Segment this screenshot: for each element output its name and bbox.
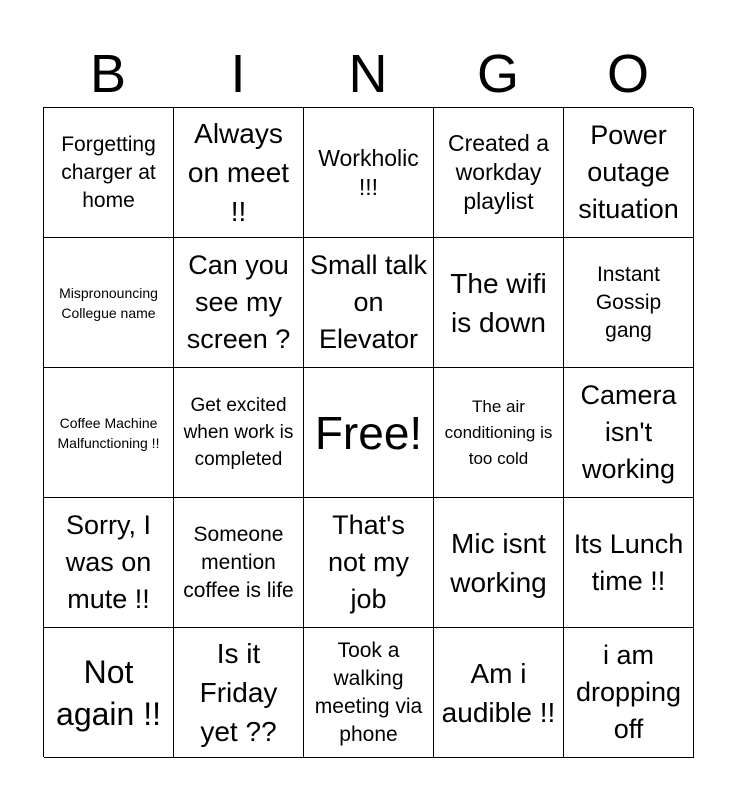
bingo-cell[interactable]	[174, 368, 304, 498]
bingo-cell[interactable]	[564, 108, 694, 238]
bingo-cell[interactable]	[434, 108, 564, 238]
header-letter-g: G	[476, 44, 519, 104]
cell-text: Mic isnt working	[450, 527, 547, 598]
cell-text: Am i audible !!	[441, 657, 556, 728]
bingo-cell[interactable]	[174, 238, 304, 368]
free-space-label: Free!	[314, 406, 423, 459]
bingo-cell[interactable]	[434, 238, 564, 368]
header-letter-b: B	[89, 44, 127, 104]
cell-text: The wifi is down	[450, 267, 547, 338]
cell-text: Created a workday playlist	[447, 130, 549, 214]
cell-text: Workholic !!!	[318, 144, 419, 200]
bingo-cell[interactable]	[44, 628, 174, 758]
cell-text: The air conditioning is too cold	[444, 396, 553, 468]
cell-text: Can you see my screen ?	[186, 250, 291, 354]
cell-text: Not again !!	[56, 653, 161, 732]
cell-text: Coffee Machine Malfunctioning !!	[57, 414, 160, 451]
bingo-cell[interactable]	[304, 368, 434, 498]
bingo-cell[interactable]	[434, 628, 564, 758]
cell-text: Its Lunch time !!	[573, 528, 684, 596]
bingo-cell[interactable]	[304, 238, 434, 368]
cell-text: Get excited when work is completed	[183, 395, 294, 470]
cell-text: i am dropping off	[575, 640, 682, 744]
bingo-header	[43, 40, 693, 108]
cell-text: Someone mention coffee is life	[183, 522, 294, 602]
bingo-cell[interactable]	[174, 108, 304, 238]
cell-text: Took a walking meeting via phone	[314, 638, 423, 746]
bingo-cell[interactable]	[304, 628, 434, 758]
bingo-cell[interactable]	[304, 108, 434, 238]
bingo-grid	[43, 107, 693, 757]
cell-text: Instant Gossip gang	[595, 262, 662, 342]
header-letter-o: O	[606, 44, 649, 104]
header-letter-i: I	[230, 44, 246, 104]
cell-text: Forgetting charger at home	[61, 132, 156, 212]
bingo-cell[interactable]	[564, 238, 694, 368]
bingo-cell[interactable]	[174, 628, 304, 758]
bingo-cell[interactable]	[44, 108, 174, 238]
cell-text: Camera isn't working	[580, 380, 677, 484]
bingo-cell[interactable]	[564, 628, 694, 758]
bingo-cell[interactable]	[174, 498, 304, 628]
cell-text: That's not my job	[327, 510, 410, 614]
bingo-cell[interactable]	[44, 238, 174, 368]
bingo-cell[interactable]	[564, 368, 694, 498]
cell-text: Is it Friday yet ??	[199, 638, 278, 747]
cell-text: Small talk on Elevator	[309, 250, 428, 354]
cell-text: Sorry, I was on mute !!	[65, 510, 152, 614]
cell-text: Power outage situation	[578, 120, 679, 224]
cell-text: Always on meet !!	[187, 118, 290, 227]
cell-text: Mispronouncing Collegue name	[59, 284, 158, 321]
bingo-cell[interactable]	[434, 368, 564, 498]
bingo-cell[interactable]	[44, 368, 174, 498]
bingo-cell[interactable]	[304, 498, 434, 628]
bingo-cell[interactable]	[44, 498, 174, 628]
bingo-cell[interactable]	[434, 498, 564, 628]
bingo-cell[interactable]	[564, 498, 694, 628]
header-letter-n: N	[348, 44, 388, 104]
